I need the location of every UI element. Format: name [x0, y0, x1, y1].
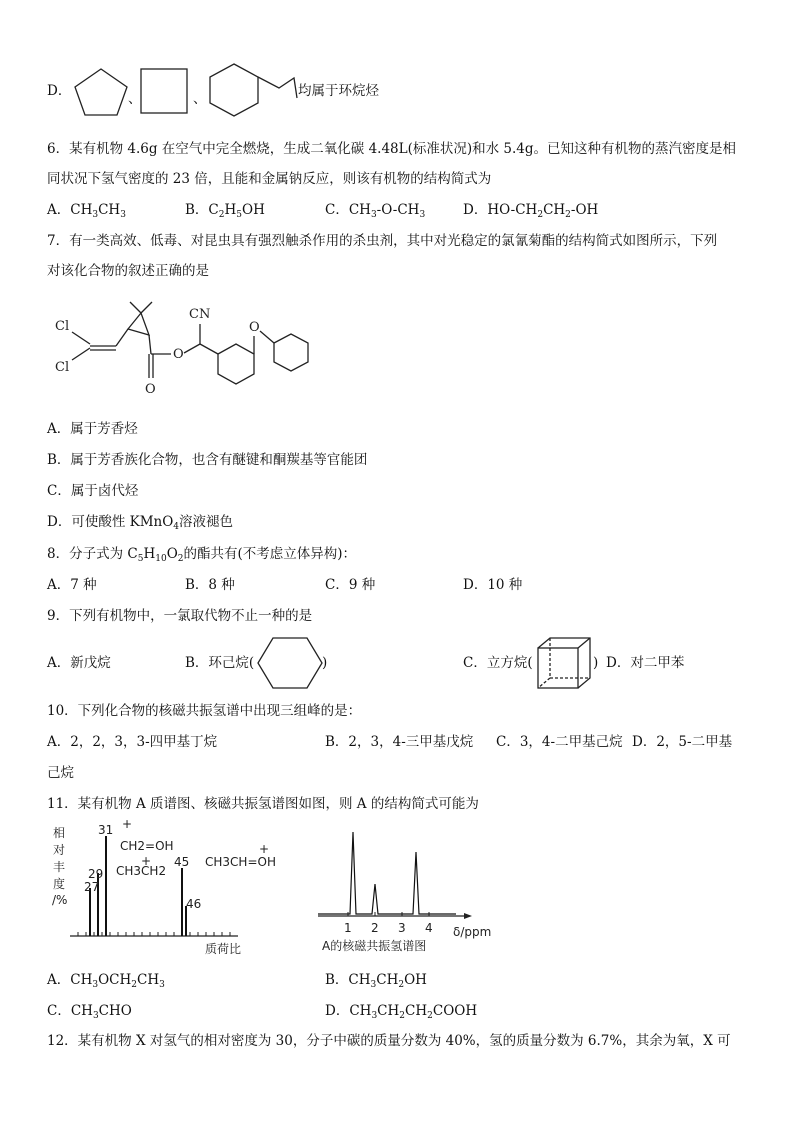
ether-oxygen-label: O [249, 320, 260, 335]
ethylcyclohexane-structure [207, 62, 302, 120]
q11-option-b: B．$CH_3CH_2OH$ [325, 972, 427, 990]
q10-option-b: B．2，3，4-三甲基戊烷 [325, 734, 474, 750]
nmr-spectrum-figure [316, 822, 506, 960]
q6-option-c: C．$CH_3-O-CH_3$ [325, 202, 426, 220]
chlorine-label-2: Cl [55, 360, 70, 375]
q7-stem-line-2: 对该化合物的叙述正确的是 [47, 263, 209, 279]
q5-separator-2: 、 [193, 91, 207, 107]
q9-option-c-suffix: ) [593, 655, 599, 671]
nmr-baseline-with-peaks [318, 832, 456, 914]
ms-fragment-ch3choh: CH3CH=OH [205, 855, 276, 869]
q7-option-a: A．属于芳香烃 [47, 421, 138, 437]
q9-option-d: D．对二甲苯 [606, 655, 685, 671]
nmr-title: A的核磁共振氢谱图 [322, 939, 427, 953]
ms-fragment-plus-1: + [122, 817, 133, 831]
ms-ylabel-char-1: 相 [53, 826, 66, 840]
ms-ylabel-char-4: 度 [53, 877, 66, 891]
q7-option-c: C．属于卤代烃 [47, 483, 139, 499]
q6-option-d: D．$HO-CH_2CH_2-OH$ [463, 202, 599, 220]
q6-option-b: B．$C_2H_5OH$ [185, 202, 265, 220]
q11-stem: 11．某有机物 A 质谱图、核磁共振氢谱图如图，则 A 的结构简式可能为 [47, 796, 479, 812]
q10-option-d-line-1: D．2，5-二甲基 [632, 734, 733, 750]
q5-option-d-label: D． [47, 83, 72, 99]
ms-fragment-plus-3: + [259, 842, 270, 856]
q10-option-d-line-2: 己烷 [47, 765, 74, 781]
q7-stem-line-1: 7．有一类高效、低毒、对昆虫具有强烈触杀作用的杀虫剂，其中对光稳定的氯氰菊酯的结构简式如图所示，下列 [47, 233, 718, 249]
nmr-tick-3: 3 [398, 921, 406, 935]
q8-stem: 8．分子式为 $C_5H_{10}O_2$的酯共有(不考虑立体异构)： [47, 546, 357, 564]
nmr-tick-2: 2 [371, 921, 379, 935]
q5-separator-1: 、 [128, 91, 142, 107]
cyano-label: CN [189, 307, 211, 322]
q9-option-a: A．新戊烷 [47, 655, 111, 671]
ms-peak-label-29: 29 [88, 867, 104, 881]
nmr-xlabel: δ/ppm [453, 925, 492, 939]
q11-option-c: C．$CH_3CHO$ [47, 1003, 132, 1021]
ms-fragment-ch3ch2: CH3CH2 [116, 864, 167, 878]
q8-option-a: A．7 种 [47, 577, 97, 593]
ms-peak-label-27: 27 [84, 880, 100, 894]
nmr-axis-arrow [464, 913, 472, 919]
q8-option-b: B．8 种 [185, 577, 235, 593]
q6-option-a: A．$CH_3CH_3$ [47, 202, 126, 220]
q7-option-d: D．可使酸性 KMnO$_4$溶液褪色 [47, 514, 234, 532]
nmr-tick-4: 4 [425, 921, 433, 935]
q12-stem-line-1: 12．某有机物 X 对氢气的相对密度为 30，分子中碳的质量分数为 40%，氢的质量分数为 6.7%，其余为氧，X 可 [47, 1033, 731, 1049]
ms-peak-label-45: 45 [174, 855, 190, 869]
ms-fragment-ch2oh: CH2=OH [120, 839, 174, 853]
ms-peak-label-31: 31 [98, 823, 114, 837]
q7-option-b: B．属于芳香族化合物，也含有醚键和酮羰基等官能团 [47, 452, 368, 468]
ms-ylabel-char-5: /% [52, 893, 68, 907]
carbonyl-oxygen-label: O [145, 382, 156, 397]
q11-option-a: A．$CH_3OCH_2CH_3$ [47, 972, 165, 990]
ms-peak-label-46: 46 [186, 897, 202, 911]
cyclohexane-structure [256, 636, 324, 690]
ms-fragment-plus-2: + [141, 854, 152, 868]
q9-option-b-suffix: ) [322, 655, 328, 671]
q10-option-a: A．2，2，3，3-四甲基丁烷 [47, 734, 218, 750]
ms-ylabel-char-2: 对 [53, 843, 66, 857]
q8-option-d: D．10 种 [463, 577, 523, 593]
q11-option-d: D．$CH_3CH_2CH_2COOH$ [325, 1003, 478, 1021]
q10-option-c: C．3，4-二甲基己烷 [496, 734, 623, 750]
cyclobutane-structure [140, 68, 190, 116]
nmr-tick-1: 1 [344, 921, 352, 935]
q8-option-c: C．9 种 [325, 577, 376, 593]
mass-spectrum-figure [50, 818, 300, 958]
q9-option-b-prefix: B．环己烷( [185, 655, 255, 671]
ms-ylabel-char-3: 丰 [53, 860, 66, 874]
cypermethrin-structure [50, 296, 320, 406]
cubane-structure [536, 636, 594, 690]
chlorine-label-1: Cl [55, 319, 70, 334]
ms-xlabel: 质荷比 [205, 942, 242, 956]
q6-stem-line-1: 6．某有机物 4.6g 在空气中完全燃烧，生成二氧化碳 4.48L(标准状况)和水 5.4g。已知这种有机物的蒸汽密度是相 [47, 141, 737, 157]
q5-option-d-text: 均属于环烷烃 [298, 83, 379, 99]
cyclopentane-structure [72, 66, 132, 118]
q9-stem: 9．下列有机物中，一氯取代物不止一种的是 [47, 608, 313, 624]
q6-stem-line-2: 同状况下氢气密度的 23 倍，且能和金属钠反应，则该有机物的结构简式为 [47, 171, 492, 187]
q10-stem: 10．下列化合物的核磁共振氢谱中出现三组峰的是： [47, 703, 362, 719]
q9-option-c-prefix: C．立方烷( [463, 655, 533, 671]
ester-oxygen-label: O [173, 347, 184, 362]
